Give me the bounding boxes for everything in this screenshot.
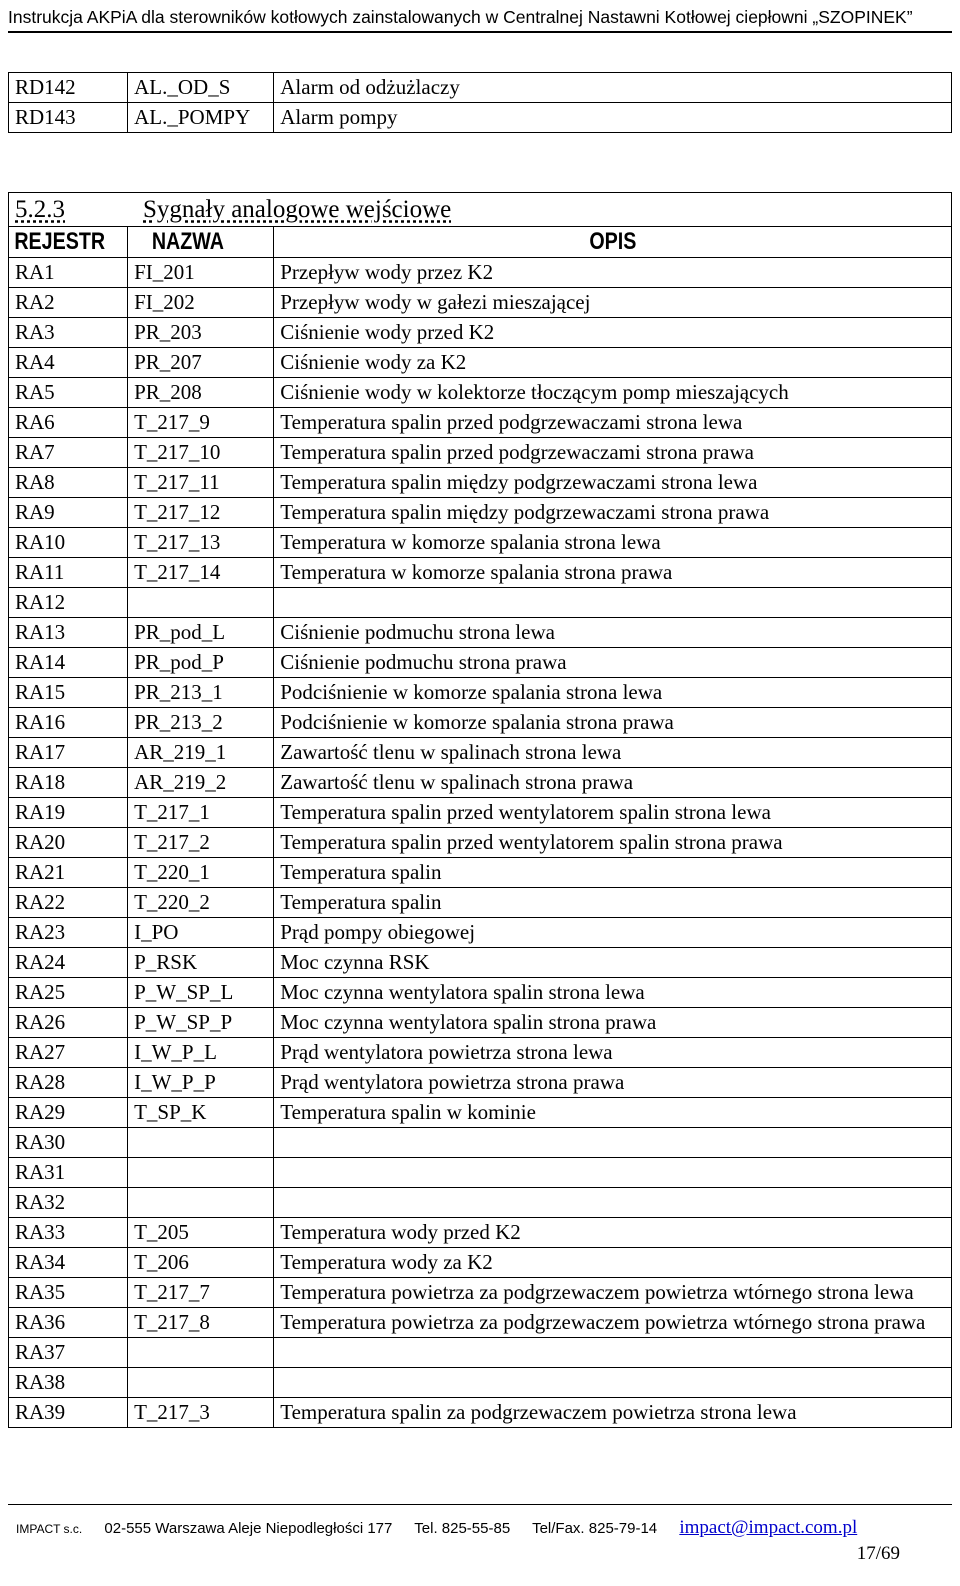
footer-company: IMPACT s.c. <box>16 1522 83 1536</box>
table-row <box>9 1398 952 1428</box>
name-cell <box>128 1188 274 1218</box>
description-cell: Prąd pompy obiegowej <box>274 918 952 948</box>
name-cell: T_217_13 <box>128 528 274 558</box>
description-cell: Moc czynna RSK <box>274 948 952 978</box>
column-header-register: REJESTR <box>9 227 107 258</box>
description-cell: Temperatura powietrza za podgrzewaczem powietrza wtórnego strona lewa <box>274 1278 952 1308</box>
table-row <box>9 288 952 318</box>
footer-phone: Tel. 825-55-85 <box>414 1520 511 1537</box>
table-row <box>9 1038 952 1068</box>
section-heading-row <box>9 193 952 227</box>
table-row <box>9 558 952 588</box>
table-row <box>9 738 952 768</box>
section-number: 5.2.3 <box>15 196 65 223</box>
register-cell: RA25 <box>9 978 128 1008</box>
table-row <box>9 978 952 1008</box>
table-row <box>9 1128 952 1158</box>
name-cell: T_220_2 <box>128 888 274 918</box>
register-cell: RA38 <box>9 1368 128 1398</box>
register-cell: RA4 <box>9 348 128 378</box>
name-cell: FI_202 <box>128 288 274 318</box>
description-cell: Ciśnienie wody za K2 <box>274 348 952 378</box>
table-row <box>9 1368 952 1398</box>
name-cell <box>128 1338 274 1368</box>
description-cell: Temperatura spalin przed podgrzewaczami strona prawa <box>274 438 952 468</box>
table-row <box>9 768 952 798</box>
table-row <box>9 648 952 678</box>
table-row <box>9 1218 952 1248</box>
register-cell: RA6 <box>9 408 128 438</box>
table-row <box>9 73 952 103</box>
name-cell: T_217_7 <box>128 1278 274 1308</box>
table-row <box>9 1308 952 1338</box>
alarm-table <box>8 72 952 133</box>
table-row <box>9 258 952 288</box>
name-cell: PR_pod_L <box>128 618 274 648</box>
table-row <box>9 1158 952 1188</box>
description-cell: Moc czynna wentylatora spalin strona lewa <box>274 978 952 1008</box>
table-row <box>9 1098 952 1128</box>
name-cell: AR_219_1 <box>128 738 274 768</box>
register-cell: RA33 <box>9 1218 128 1248</box>
section-heading <box>9 193 952 227</box>
description-cell: Temperatura spalin przed wentylatorem spalin strona lewa <box>274 798 952 828</box>
register-cell: RD143 <box>9 103 128 133</box>
description-cell: Temperatura spalin między podgrzewaczami strona prawa <box>274 498 952 528</box>
name-cell <box>128 1158 274 1188</box>
table-row <box>9 918 952 948</box>
register-cell: RA21 <box>9 858 128 888</box>
description-cell <box>274 1368 952 1398</box>
description-cell: Prąd wentylatora powietrza strona lewa <box>274 1038 952 1068</box>
description-cell <box>274 588 952 618</box>
register-cell: RA15 <box>9 678 128 708</box>
description-cell: Temperatura spalin między podgrzewaczami strona lewa <box>274 468 952 498</box>
description-cell: Zawartość tlenu w spalinach strona prawa <box>274 768 952 798</box>
description-cell: Temperatura w komorze spalania strona prawa <box>274 558 952 588</box>
table-row <box>9 1248 952 1278</box>
name-cell: PR_207 <box>128 348 274 378</box>
description-cell <box>274 1128 952 1158</box>
name-cell: PR_213_2 <box>128 708 274 738</box>
name-cell <box>128 1368 274 1398</box>
page-footer <box>8 1504 952 1564</box>
footer-address: 02-555 Warszawa Aleje Niepodległości 177 <box>104 1520 393 1537</box>
table-row <box>9 468 952 498</box>
name-cell: T_SP_K <box>128 1098 274 1128</box>
description-cell: Temperatura wody przed K2 <box>274 1218 952 1248</box>
name-cell: I_W_P_L <box>128 1038 274 1068</box>
description-cell: Ciśnienie podmuchu strona lewa <box>274 618 952 648</box>
register-cell: RA14 <box>9 648 128 678</box>
description-cell: Alarm pompy <box>274 103 952 133</box>
table-row <box>9 103 952 133</box>
name-cell: I_W_P_P <box>128 1068 274 1098</box>
register-cell: RA9 <box>9 498 128 528</box>
register-cell: RA8 <box>9 468 128 498</box>
register-cell: RA20 <box>9 828 128 858</box>
name-cell: PR_203 <box>128 318 274 348</box>
register-cell: RA27 <box>9 1038 128 1068</box>
table-row <box>9 438 952 468</box>
name-cell: T_217_10 <box>128 438 274 468</box>
register-cell: RA23 <box>9 918 128 948</box>
table-row <box>9 408 952 438</box>
description-cell: Temperatura w komorze spalania strona lewa <box>274 528 952 558</box>
table-row <box>9 1338 952 1368</box>
table-row <box>9 528 952 558</box>
footer-contact <box>16 1517 857 1539</box>
name-cell: T_217_12 <box>128 498 274 528</box>
name-cell: AL._OD_S <box>128 73 274 103</box>
name-cell: T_217_1 <box>128 798 274 828</box>
register-cell: RA12 <box>9 588 128 618</box>
register-cell: RA5 <box>9 378 128 408</box>
description-cell: Temperatura spalin przed wentylatorem spalin strona prawa <box>274 828 952 858</box>
register-cell: RA2 <box>9 288 128 318</box>
name-cell: T_217_11 <box>128 468 274 498</box>
description-cell <box>274 1188 952 1218</box>
table-row <box>9 858 952 888</box>
footer-email-link[interactable]: impact@impact.com.pl <box>679 1517 858 1538</box>
table-row <box>9 588 952 618</box>
table-row <box>9 708 952 738</box>
description-cell: Podciśnienie w komorze spalania strona prawa <box>274 708 952 738</box>
name-cell: I_PO <box>128 918 274 948</box>
description-cell: Moc czynna wentylatora spalin strona prawa <box>274 1008 952 1038</box>
register-cell: RA10 <box>9 528 128 558</box>
register-cell: RA34 <box>9 1248 128 1278</box>
register-cell: RA13 <box>9 618 128 648</box>
register-cell: RD142 <box>9 73 128 103</box>
name-cell <box>128 1128 274 1158</box>
description-cell: Ciśnienie podmuchu strona prawa <box>274 648 952 678</box>
register-cell: RA28 <box>9 1068 128 1098</box>
description-cell: Ciśnienie wody przed K2 <box>274 318 952 348</box>
table-row <box>9 618 952 648</box>
register-cell: RA29 <box>9 1098 128 1128</box>
description-cell: Ciśnienie wody w kolektorze tłoczącym pomp mieszających <box>274 378 952 408</box>
column-header-description: OPIS <box>335 227 891 258</box>
table-row <box>9 948 952 978</box>
description-cell: Temperatura spalin za podgrzewaczem powietrza strona lewa <box>274 1398 952 1428</box>
description-cell: Temperatura spalin <box>274 858 952 888</box>
description-cell: Podciśnienie w komorze spalania strona lewa <box>274 678 952 708</box>
table-row <box>9 348 952 378</box>
register-cell: RA3 <box>9 318 128 348</box>
description-cell <box>274 1338 952 1368</box>
table-row <box>9 828 952 858</box>
register-cell: RA26 <box>9 1008 128 1038</box>
description-cell: Temperatura spalin przed podgrzewaczami strona lewa <box>274 408 952 438</box>
description-cell: Zawartość tlenu w spalinach strona lewa <box>274 738 952 768</box>
register-cell: RA37 <box>9 1338 128 1368</box>
description-cell: Alarm od odżużlaczy <box>274 73 952 103</box>
name-cell: T_217_9 <box>128 408 274 438</box>
register-cell: RA11 <box>9 558 128 588</box>
name-cell: T_217_8 <box>128 1308 274 1338</box>
name-cell: AL._POMPY <box>128 103 274 133</box>
name-cell: T_206 <box>128 1248 274 1278</box>
name-cell: PR_213_1 <box>128 678 274 708</box>
register-cell: RA39 <box>9 1398 128 1428</box>
register-cell: RA16 <box>9 708 128 738</box>
register-cell: RA32 <box>9 1188 128 1218</box>
name-cell: P_W_SP_L <box>128 978 274 1008</box>
page-number: 17/69 <box>856 1543 900 1564</box>
document-header: Instrukcja AKPiA dla sterowników kotłowych zainstalowanych w Centralnej Nastawni Kotłowej ciepłowni „SZOPINEK” <box>8 6 952 33</box>
register-cell: RA19 <box>9 798 128 828</box>
footer-fax: Tel/Fax. 825-79-14 <box>532 1520 658 1537</box>
description-cell: Prąd wentylatora powietrza strona prawa <box>274 1068 952 1098</box>
register-cell: RA31 <box>9 1158 128 1188</box>
description-cell: Temperatura spalin <box>274 888 952 918</box>
register-cell: RA24 <box>9 948 128 978</box>
name-cell: T_220_1 <box>128 858 274 888</box>
register-cell: RA30 <box>9 1128 128 1158</box>
table-row <box>9 318 952 348</box>
register-cell: RA7 <box>9 438 128 468</box>
table-row <box>9 888 952 918</box>
name-cell: T_205 <box>128 1218 274 1248</box>
name-cell: AR_219_2 <box>128 768 274 798</box>
table-row <box>9 798 952 828</box>
table-row <box>9 498 952 528</box>
name-cell: P_W_SP_P <box>128 1008 274 1038</box>
name-cell: PR_pod_P <box>128 648 274 678</box>
name-cell: PR_208 <box>128 378 274 408</box>
description-cell: Przepływ wody przez K2 <box>274 258 952 288</box>
analog-inputs-table <box>8 192 952 1428</box>
table-row <box>9 1278 952 1308</box>
table-row <box>9 378 952 408</box>
description-cell: Temperatura spalin w kominie <box>274 1098 952 1128</box>
table-row <box>9 1008 952 1038</box>
column-header-row <box>9 227 952 258</box>
name-cell: T_217_14 <box>128 558 274 588</box>
table-row <box>9 678 952 708</box>
name-cell: P_RSK <box>128 948 274 978</box>
description-cell: Przepływ wody w gałezi mieszającej <box>274 288 952 318</box>
table-row <box>9 1068 952 1098</box>
register-cell: RA36 <box>9 1308 128 1338</box>
name-cell: FI_201 <box>128 258 274 288</box>
description-cell <box>274 1158 952 1188</box>
table-row <box>9 1188 952 1218</box>
name-cell: T_217_3 <box>128 1398 274 1428</box>
description-cell: Temperatura wody za K2 <box>274 1248 952 1278</box>
register-cell: RA17 <box>9 738 128 768</box>
register-cell: RA22 <box>9 888 128 918</box>
column-header-name: NAZWA <box>128 227 248 258</box>
section-title: Sygnały analogowe wejściowe <box>143 196 452 223</box>
name-cell: T_217_2 <box>128 828 274 858</box>
register-cell: RA18 <box>9 768 128 798</box>
description-cell: Temperatura powietrza za podgrzewaczem powietrza wtórnego strona prawa <box>274 1308 952 1338</box>
register-cell: RA1 <box>9 258 128 288</box>
name-cell <box>128 588 274 618</box>
register-cell: RA35 <box>9 1278 128 1308</box>
